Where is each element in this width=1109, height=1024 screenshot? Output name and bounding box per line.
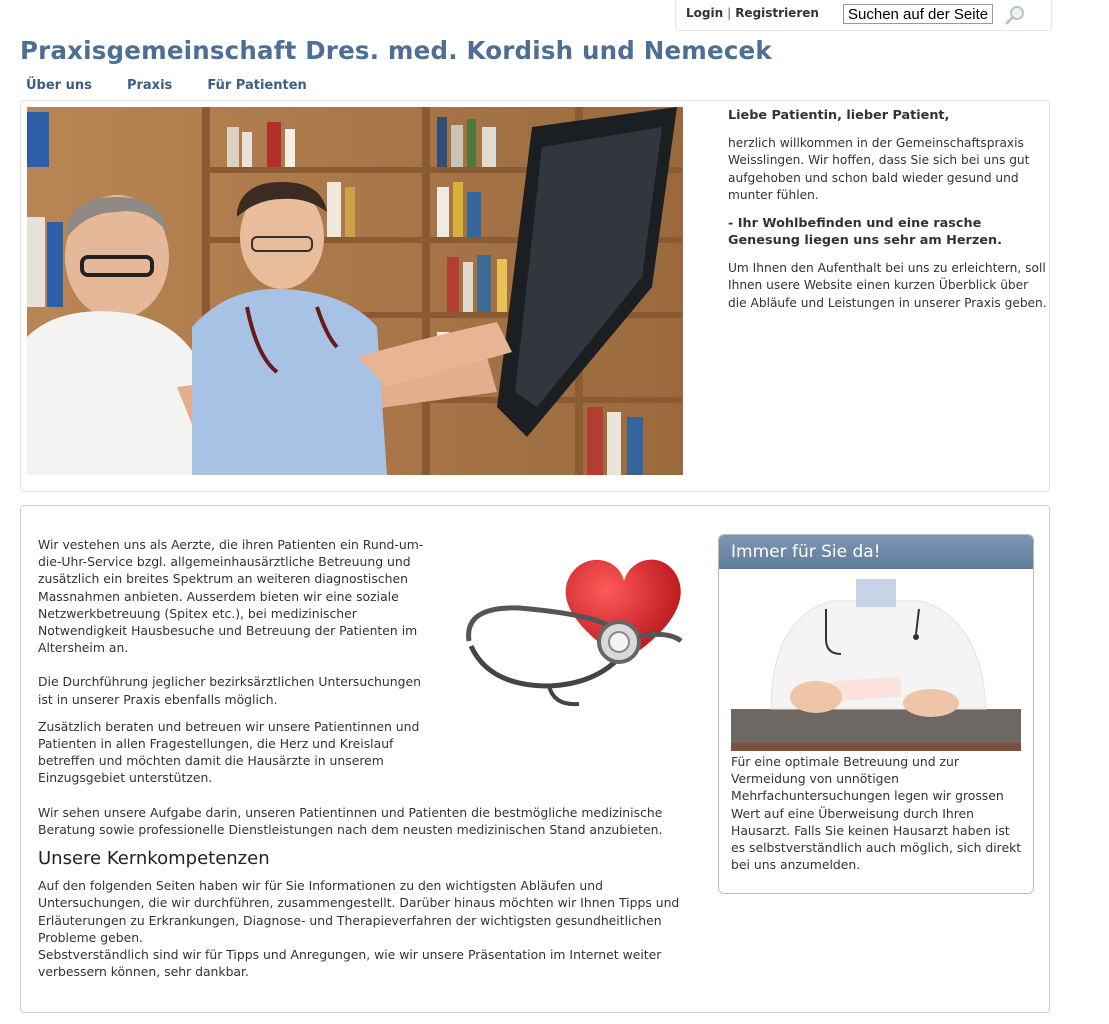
heart-stethoscope-image xyxy=(459,546,689,716)
content-paragraph-3: Zusätzlich beraten und betreuen wir unsere Patientinnen und Patienten in allen Fragestellungen, die Herz und Kreislauf betreffen und möchten damit die Hausärzte in unserem Einzugsgebiet unterstützen. xyxy=(38,718,420,786)
content-paragraph-5: Auf den folgenden Seiten haben wir für Sie Informationen zu den wichtigsten Abläufen und Untersuchungen, die wir durchführen, zusammengestellt. Darüber hinaus möchten wir Ihnen Tipps und Erläuterungen zu Erkrankungen, Diagnose- und Therapieverfahren der wichtigsten gesundheitlichen Probleme geben. xyxy=(38,878,680,945)
welcome-text xyxy=(728,107,1048,322)
content-panel xyxy=(20,505,1050,1013)
login-link[interactable]: Login xyxy=(686,6,724,20)
doctors-xray-photo xyxy=(27,107,683,475)
content-paragraph-6: Sebstverständlich sind wir für Tipps und Anregungen, wie wir unsere Präsentation im Internet weiter verbessern können, sehr dankbar. xyxy=(38,947,662,980)
nav-item-praxis[interactable]: Praxis xyxy=(126,78,173,93)
content-paragraph-2: Die Durchführung jeglicher bezirksärztlichen Untersuchungen ist in unserer Praxis ebenfalls möglich. xyxy=(38,674,421,707)
nav-item-ueber-uns[interactable]: Über uns xyxy=(26,78,92,93)
welcome-paragraph-1: herzlich willkommen in der Gemeinschaftspraxis Weisslingen. Wir hoffen, dass Sie sich bei uns gut aufgehoben und schon bald wieder gesund und munter fühlen. xyxy=(728,135,1030,202)
content-paragraph-4: Wir sehen unsere Aufgabe darin, unseren Patientinnen und Patienten die bestmögliche medizinische Beratung sowie professionelle Dienstleistungen nach dem neusten medizinischen Stand anzubieten. xyxy=(38,804,663,837)
welcome-greeting: Liebe Patientin, lieber Patient, xyxy=(728,108,950,123)
search-icon[interactable] xyxy=(1004,4,1026,26)
link-separator: | xyxy=(727,6,732,20)
search-input[interactable] xyxy=(843,4,993,24)
site-title: Praxisgemeinschaft Dres. med. Kordish und Nemecek xyxy=(20,36,772,65)
content-paragraph-1: Wir vestehen uns als Aerzte, die ihren Patienten ein Rund-um-die-Uhr-Service bzgl. allgemeinhausärztliche Betreuung und zusätzlich ein breites Spektrum an weiteren diagnostischen Massnahmen anbieten. Ausserdem bieten wir eine soziale Netzwerkbetreuung (Spitex etc.), bei medizinischer Notwendigkeit Hausbesuche und Betreuung der Patienten im Altersheim an. xyxy=(38,537,424,656)
register-link[interactable]: Registrieren xyxy=(735,6,819,20)
top-utility-bar xyxy=(675,0,1052,31)
doctor-desk-photo xyxy=(731,579,1021,751)
always-there-box xyxy=(718,534,1034,894)
sidebox-title: Immer für Sie da! xyxy=(719,535,1033,569)
section-heading-kernkompetenzen: Unsere Kernkompetenzen xyxy=(38,848,270,870)
welcome-panel xyxy=(20,100,1050,492)
welcome-highlight: - Ihr Wohlbefinden und eine rasche Genesung liegen uns sehr am Herzen. xyxy=(728,215,1002,248)
welcome-paragraph-2: Um Ihnen den Aufenthalt bei uns zu erleichtern, soll Ihnen usere Website einen kurzen Überblick über die Abläufe und Leistungen in unserer Praxis geben. xyxy=(728,260,1047,310)
main-navigation xyxy=(26,74,337,93)
nav-item-fuer-patienten[interactable]: Für Patienten xyxy=(207,78,307,93)
sidebox-text: Für eine optimale Betreuung und zur Vermeidung von unnötigen Mehrfachuntersuchungen legen wir grossen Wert auf eine Überweisung durch Ihren Hausarzt. Falls Sie keinen Hausarzt haben ist es selbstverständlich auch möglich, sich direkt bei uns anzumelden. xyxy=(731,754,1022,873)
account-links xyxy=(686,6,819,20)
